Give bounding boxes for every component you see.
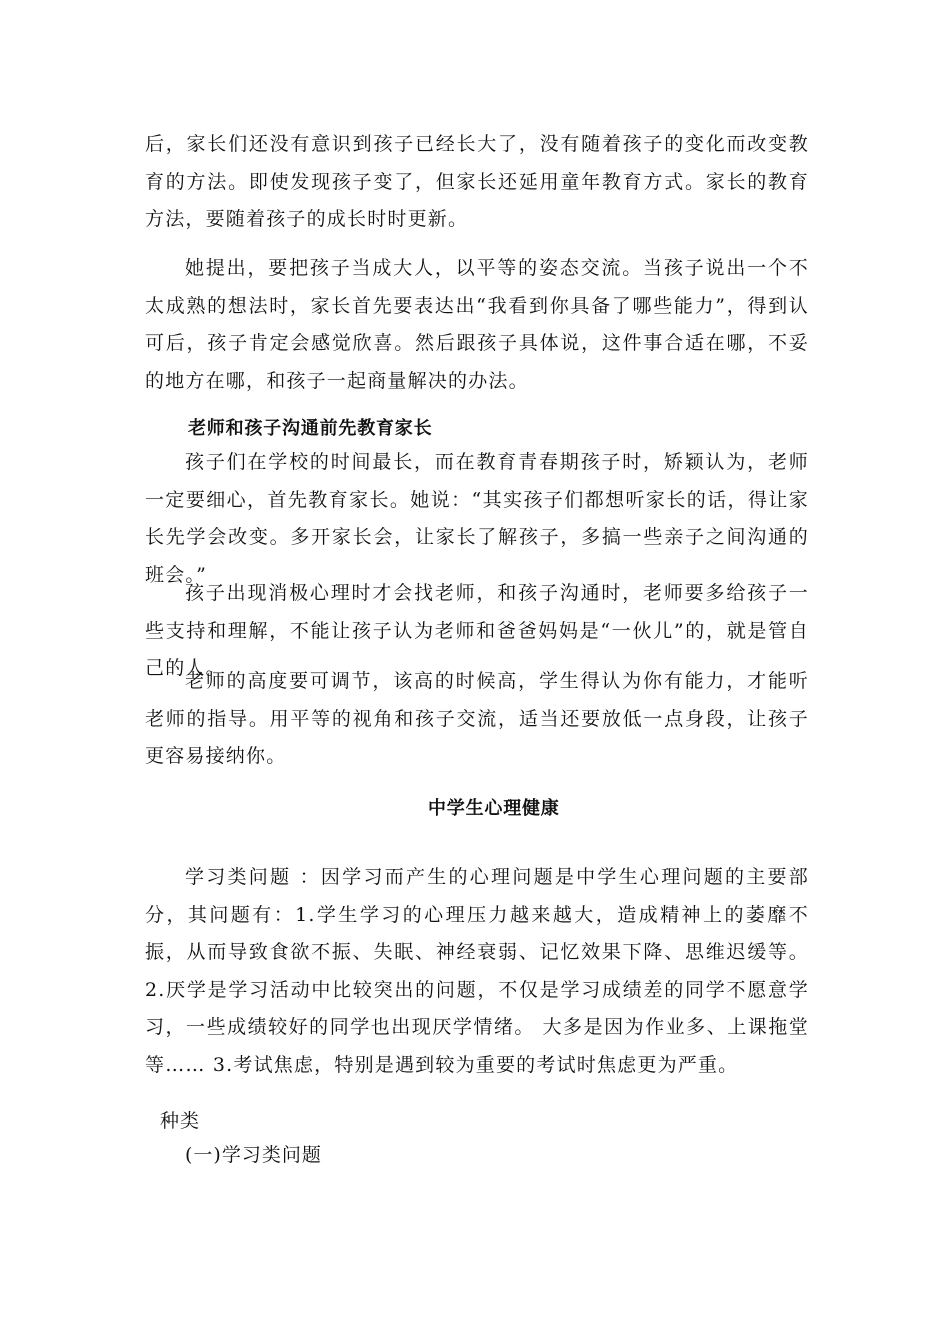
paragraph-parent-education-change: 后，家长们还没有意识到孩子已经长大了，没有随着孩子的变化而改变教育的方法。即使发现孩子变了，但家长还延用童年教育方式。家长的教育方法，要随着孩子的成长时时更新。 — [145, 133, 809, 230]
category-label: 种类 — [160, 1110, 201, 1132]
paragraph-teacher-support: 孩子出现消极心理时才会找老师，和孩子沟通时，老师要多给孩子一些支持和理解，不能让孩子认为老师和爸爸妈妈是“一伙儿”的，就是管自己的人。 — [145, 582, 809, 679]
paragraph-teacher-height: 老师的高度要可调节，该高的时候高，学生得认为你有能力，才能听老师的指导。用平等的视角和孩子交流，适当还要放低一点身段，让孩子更容易接纳你。 — [145, 670, 809, 767]
paragraph-treat-child-as-adult: 她提出，要把孩子当成大人，以平等的姿态交流。当孩子说出一个不太成熟的想法时，家长首先要表达出“我看到你具备了哪些能力”，得到认可后，孩子肯定会感觉欣喜。然后跟孩子具体说，这件事合适在哪，不妥的地方在哪，和孩子一起商量解决的办法。 — [145, 257, 809, 392]
section-heading: 老师和孩子沟通前先教育家长 — [188, 418, 433, 439]
main-heading: 中学生心理健康 — [428, 798, 560, 819]
paragraph-study-problems: 学习类问题 ：因学习而产生的心理问题是中学生心理问题的主要部分，其问题有：1.学生学习的心理压力越来越大，造成精神上的萎靡不振，从而导致食欲不振、失眠、神经衰弱、记忆效果下降、思维迟缓等。2.厌学是学习活动中比较突出的问题，不仅是学习成绩差的同学不愿意学习，一些成绩较好的同学也出现厌学情绪。 大多是因为作业多、上课拖堂等…… 3.考试焦虑，特别是遇到较为重要的考试时焦虑更为严重。 — [145, 866, 809, 1076]
paragraph-teacher-educate-parents: 孩子们在学校的时间最长，而在教育青春期孩子时，矫颖认为，老师一定要细心，首先教育家长。她说：“其实孩子们都想听家长的话，得让家长先学会改变。多开家长会，让家长了解孩子，多搞一些亲子之间沟通的班会。” — [145, 451, 809, 586]
category-item: (一)学习类问题 — [185, 1144, 322, 1166]
